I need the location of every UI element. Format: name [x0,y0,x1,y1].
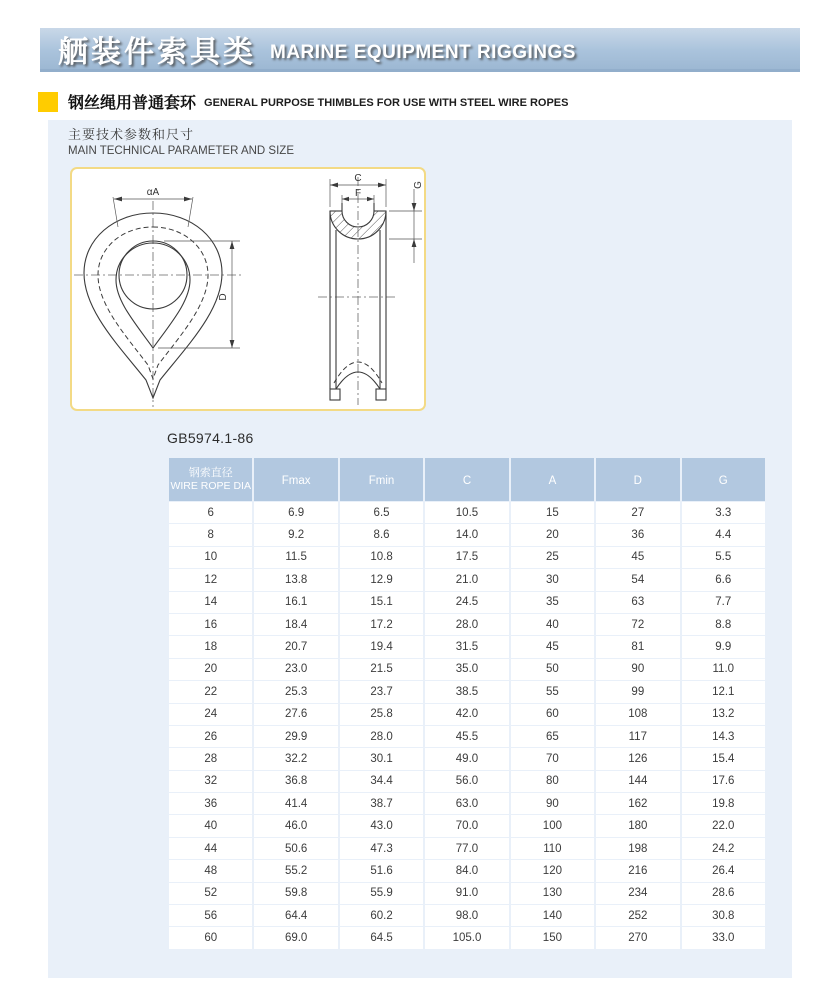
table-cell: 63 [596,592,679,613]
table-cell: 60 [169,927,252,948]
table-cell: 3.3 [682,502,765,523]
dim-label-C: C [354,173,362,184]
parameter-heading [68,127,294,159]
table-cell: 64.4 [254,905,337,926]
table-cell: 180 [596,815,679,836]
table-cell: 70.0 [425,815,508,836]
table-cell: 130 [511,883,594,904]
table-cell: 48 [169,860,252,881]
table-cell: 26.4 [682,860,765,881]
table-cell: 47.3 [340,838,423,859]
table-cell: 60 [511,704,594,725]
table-cell: 60.2 [340,905,423,926]
table-cell: 64.5 [340,927,423,948]
table-cell: 56.0 [425,771,508,792]
table-cell: 25.3 [254,681,337,702]
col-header-label: Fmax [281,474,311,487]
table-cell: 99 [596,681,679,702]
table-body [169,502,765,949]
table-cell: 28 [169,748,252,769]
table-cell: 41.4 [254,793,337,814]
col-header-label: D [633,474,642,487]
table-cell: 35 [511,592,594,613]
parameter-table-wrap [167,457,767,950]
table-cell: 117 [596,726,679,747]
table-cell: 270 [596,927,679,948]
table-row [169,815,765,836]
col-header-d [596,458,679,501]
table-cell: 44 [169,838,252,859]
table-cell: 17.2 [340,614,423,635]
table-cell: 63.0 [425,793,508,814]
table-cell: 30.8 [682,905,765,926]
table-cell: 100 [511,815,594,836]
table-cell: 25 [511,547,594,568]
table-row [169,927,765,948]
table-cell: 120 [511,860,594,881]
col-header-c [425,458,508,501]
table-header-row [169,458,765,501]
table-cell: 32 [169,771,252,792]
table-cell: 90 [596,659,679,680]
table-cell: 38.7 [340,793,423,814]
technical-drawing-box [70,167,426,411]
table-cell: 50.6 [254,838,337,859]
table-cell: 198 [596,838,679,859]
table-cell: 32.2 [254,748,337,769]
table-cell: 23.7 [340,681,423,702]
table-cell: 10.5 [425,502,508,523]
thimble-section-view [318,173,424,405]
table-cell: 38.5 [425,681,508,702]
dim-label-D: D [218,293,229,301]
table-cell: 216 [596,860,679,881]
table-cell: 5.5 [682,547,765,568]
dim-label-aA: αA [146,187,160,198]
table-cell: 90 [511,793,594,814]
table-cell: 45.5 [425,726,508,747]
table-cell: 24 [169,704,252,725]
table-cell: 7.7 [682,592,765,613]
table-row [169,681,765,702]
table-cell: 24.5 [425,592,508,613]
table-cell: 15.4 [682,748,765,769]
table-cell: 91.0 [425,883,508,904]
col-header-zh: 钢索直径 [188,467,233,479]
table-cell: 77.0 [425,838,508,859]
table-cell: 45 [511,636,594,657]
table-cell: 27 [596,502,679,523]
table-cell: 234 [596,883,679,904]
table-row [169,502,765,523]
table-cell: 52 [169,883,252,904]
table-cell: 18 [169,636,252,657]
dim-label-G: G [413,181,424,189]
table-cell: 15 [511,502,594,523]
table-cell: 22 [169,681,252,702]
table-cell: 55.9 [340,883,423,904]
table-cell: 20 [169,659,252,680]
page-title-zh: 舾装件索具类 [58,35,256,69]
table-cell: 6 [169,502,252,523]
table-cell: 8 [169,524,252,545]
table-cell: 36 [596,524,679,545]
table-cell: 36 [169,793,252,814]
table-cell: 18.4 [254,614,337,635]
table-cell: 4.4 [682,524,765,545]
table-cell: 28.0 [425,614,508,635]
table-cell: 30 [511,569,594,590]
page-title-en: MARINE EQUIPMENT RIGGINGS [270,41,576,63]
table-cell: 126 [596,748,679,769]
col-header-en: WIRE ROPE DIA [170,480,251,492]
table-cell: 33.0 [682,927,765,948]
table-row [169,614,765,635]
table-cell: 24.2 [682,838,765,859]
table-cell: 45 [596,547,679,568]
table-cell: 8.8 [682,614,765,635]
table-cell: 6.5 [340,502,423,523]
table-cell: 35.0 [425,659,508,680]
table-cell: 20.7 [254,636,337,657]
table-cell: 162 [596,793,679,814]
table-row [169,726,765,747]
table-cell: 23.0 [254,659,337,680]
table-cell: 14.3 [682,726,765,747]
table-cell: 84.0 [425,860,508,881]
table-cell: 49.0 [425,748,508,769]
table-row [169,883,765,904]
table-cell: 140 [511,905,594,926]
table-cell: 10.8 [340,547,423,568]
table-row [169,592,765,613]
standard-number: GB5974.1-86 [167,430,254,446]
table-cell: 17.5 [425,547,508,568]
table-row [169,547,765,568]
table-cell: 19.8 [682,793,765,814]
col-header-label: G [718,474,728,487]
table-cell: 108 [596,704,679,725]
table-cell: 14 [169,592,252,613]
table-cell: 55.2 [254,860,337,881]
parameter-heading-en: MAIN TECHNICAL PARAMETER AND SIZE [68,145,294,158]
table-cell: 34.4 [340,771,423,792]
table-cell: 31.5 [425,636,508,657]
parameter-table [167,457,767,950]
table-row [169,905,765,926]
table-cell: 59.8 [254,883,337,904]
table-cell: 21.0 [425,569,508,590]
table-cell: 46.0 [254,815,337,836]
table-cell: 54 [596,569,679,590]
table-cell: 14.0 [425,524,508,545]
table-row [169,636,765,657]
table-cell: 11.0 [682,659,765,680]
table-cell: 21.5 [340,659,423,680]
table-cell: 13.2 [682,704,765,725]
table-cell: 26 [169,726,252,747]
table-row [169,704,765,725]
table-cell: 12 [169,569,252,590]
table-cell: 12.9 [340,569,423,590]
table-cell: 20 [511,524,594,545]
table-row [169,748,765,769]
table-cell: 42.0 [425,704,508,725]
table-cell: 22.0 [682,815,765,836]
table-cell: 12.1 [682,681,765,702]
col-header-a [511,458,594,501]
col-header-label: Fmin [368,474,395,487]
table-cell: 9.9 [682,636,765,657]
col-header-g [682,458,765,501]
table-cell: 56 [169,905,252,926]
table-row [169,659,765,680]
table-cell: 9.2 [254,524,337,545]
table-cell: 150 [511,927,594,948]
table-cell: 10 [169,547,252,568]
table-cell: 29.9 [254,726,337,747]
yellow-bullet-icon [38,92,58,112]
table-cell: 51.6 [340,860,423,881]
table-cell: 40 [169,815,252,836]
subtitle-zh: 钢丝绳用普通套环 [68,95,197,112]
table-cell: 6.6 [682,569,765,590]
table-cell: 8.6 [340,524,423,545]
table-cell: 16 [169,614,252,635]
table-cell: 80 [511,771,594,792]
table-cell: 15.1 [340,592,423,613]
table-row [169,524,765,545]
col-header-fmax [254,458,337,501]
table-cell: 252 [596,905,679,926]
table-cell: 19.4 [340,636,423,657]
table-cell: 50 [511,659,594,680]
table-cell: 17.6 [682,771,765,792]
table-row [169,860,765,881]
table-cell: 70 [511,748,594,769]
col-header-fmin [340,458,423,501]
table-cell: 30.1 [340,748,423,769]
table-cell: 28.6 [682,883,765,904]
parameter-heading-zh: 主要技术参数和尺寸 [68,127,195,142]
table-cell: 43.0 [340,815,423,836]
table-row [169,793,765,814]
table-cell: 65 [511,726,594,747]
col-header-wire-rope-dia [169,458,252,501]
page-header-band [40,28,800,72]
table-cell: 110 [511,838,594,859]
table-row [169,771,765,792]
table-cell: 11.5 [254,547,337,568]
table-cell: 40 [511,614,594,635]
table-cell: 16.1 [254,592,337,613]
table-cell: 81 [596,636,679,657]
col-header-label: C [462,474,472,487]
table-cell: 98.0 [425,905,508,926]
thimble-front-view [74,187,244,407]
content-sheet [48,120,792,978]
dim-label-F: F [354,188,362,199]
table-cell: 6.9 [254,502,337,523]
table-cell: 25.8 [340,704,423,725]
table-cell: 27.6 [254,704,337,725]
col-header-label: A [548,474,557,487]
table-cell: 144 [596,771,679,792]
table-cell: 13.8 [254,569,337,590]
subtitle-en: GENERAL PURPOSE THIMBLES FOR USE WITH STEEL WIRE ROPES [204,97,569,109]
table-cell: 105.0 [425,927,508,948]
table-row [169,838,765,859]
table-cell: 72 [596,614,679,635]
table-row [169,569,765,590]
table-cell: 36.8 [254,771,337,792]
thimble-technical-drawing [72,169,424,409]
table-cell: 28.0 [340,726,423,747]
table-cell: 55 [511,681,594,702]
section-subtitle [38,90,568,113]
table-cell: 69.0 [254,927,337,948]
